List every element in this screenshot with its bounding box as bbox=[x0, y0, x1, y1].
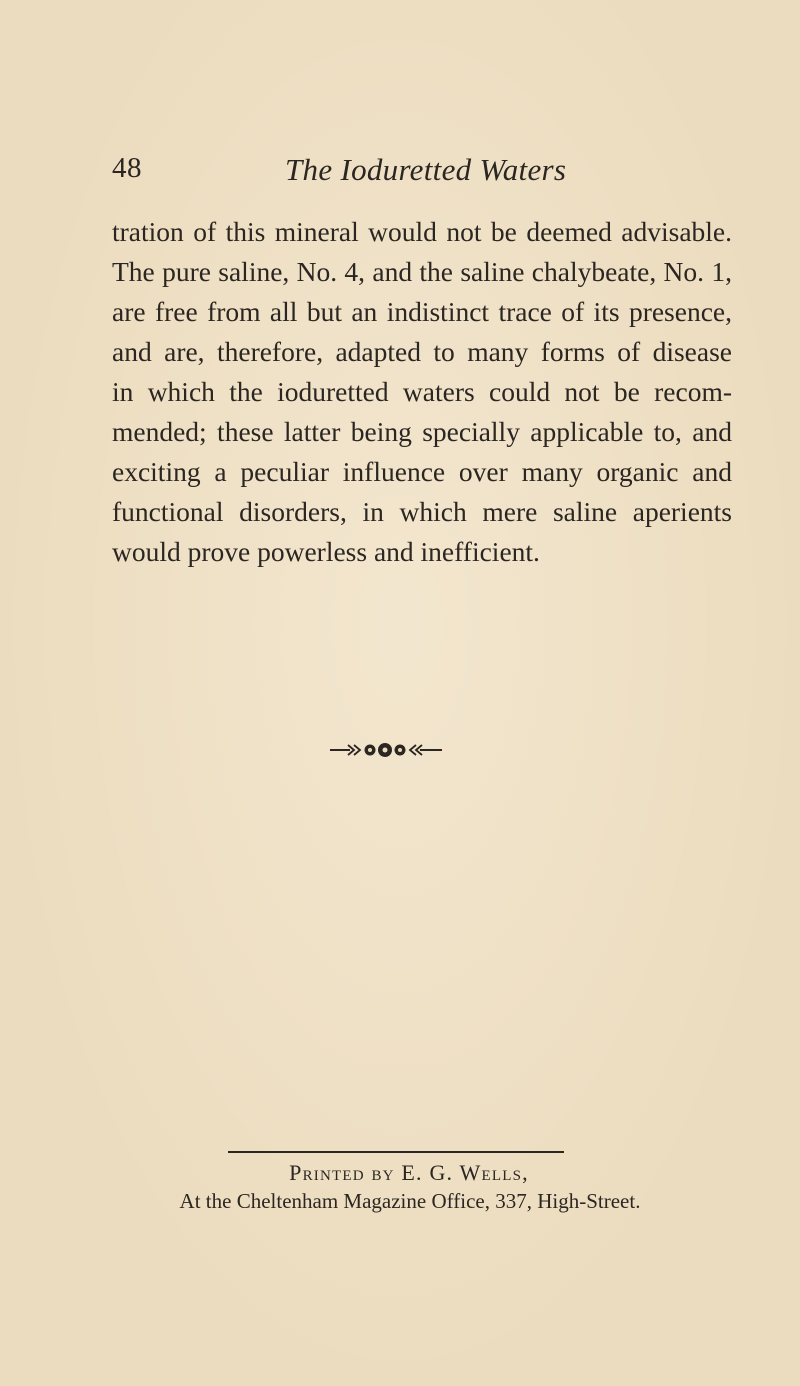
running-head bbox=[0, 152, 800, 192]
text-line: The pure saline, No. 4, and the saline chalybeate, No. 1, bbox=[112, 256, 732, 287]
text-line: are free from all but an indistinct trace of its presence, bbox=[112, 296, 732, 327]
text-line: mended; these latter being specially applicable to, and bbox=[112, 416, 732, 447]
text-line: exciting a peculiar influence over many organic and bbox=[112, 456, 732, 487]
printers-ornament-icon bbox=[330, 738, 456, 762]
printer-credit: Printed by E. G. Wells, bbox=[289, 1160, 529, 1185]
text-line: and are, therefore, adapted to many forms of disease bbox=[112, 336, 732, 367]
body-paragraph bbox=[112, 212, 732, 572]
text-line: tration of this mineral would not be deemed advisable. bbox=[112, 216, 732, 247]
text-line: would prove powerless and inefficient. bbox=[112, 536, 540, 567]
imprint-rule bbox=[228, 1151, 564, 1153]
running-title: The Ioduretted Waters bbox=[285, 152, 567, 187]
text-line: in which the ioduretted waters could not be recom- bbox=[112, 376, 732, 407]
text-line: functional disorders, in which mere saline aperients bbox=[112, 496, 732, 527]
printer-address: At the Cheltenham Magazine Office, 337, High-Street. bbox=[179, 1189, 641, 1213]
page-number: 48 bbox=[112, 152, 142, 184]
